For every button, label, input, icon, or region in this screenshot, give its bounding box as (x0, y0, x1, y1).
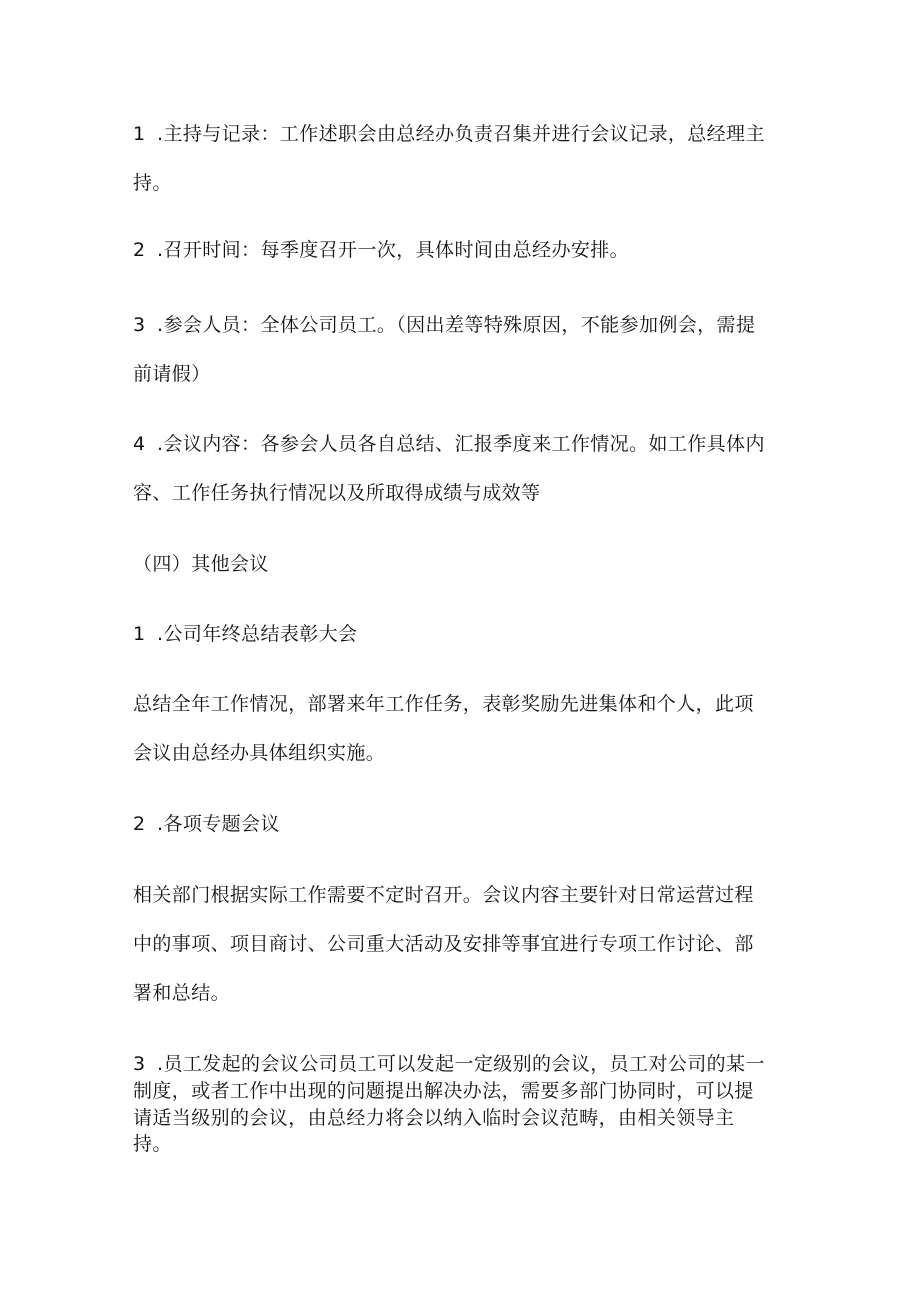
sub-2-body-line-2: 中的事项、项目商讨、公司重大活动及安排等事宜进行专项工作讨论、部 (133, 933, 754, 955)
sub-3-number: 3 (133, 1053, 146, 1075)
item-3-text: .参会人员：全体公司员工。（因出差等特殊原因，不能参加例会，需提 (157, 314, 756, 336)
sub-1-title (133, 622, 357, 646)
item-4-text: .会议内容：各参会人员各自总结、汇报季度来工作情况。如工作具体内 (157, 433, 765, 455)
sub-1-body-line-1: 总结全年工作情况，部署来年工作任务，表彰奖励先进集体和个人，此项 (133, 693, 754, 715)
sub-2-body-line-3: 署和总结。 (133, 982, 231, 1004)
item-3-line-2: 前请假） (133, 363, 211, 385)
sub-3-line-4: 持。 (133, 1133, 172, 1155)
item-1-line-1 (133, 122, 765, 146)
item-4-line-2: 容、工作任务执行情况以及所取得成绩与成效等 (133, 482, 541, 504)
section-4-heading: （四）其他会议 (133, 553, 269, 575)
sub-3-line-3: 请适当级别的会议，由总经力将会以纳入临时会议范畴，由相关领导主 (133, 1107, 735, 1129)
sub-3-line-1 (133, 1052, 765, 1076)
sub-2-body-line-1: 相关部门根据实际工作需要不定时召开。会议内容主要针对日常运营过程 (133, 884, 754, 906)
sub-1-title-text: .公司年终总结表彰大会 (157, 623, 358, 645)
item-1-text: .主持与记录：工作述职会由总经办负责召集并进行会议记录，总经理主 (157, 123, 765, 145)
item-2-line-1 (133, 238, 629, 262)
sub-3-text: .员工发起的会议公司员工可以发起一定级别的会议，员工对公司的某一 (157, 1053, 765, 1075)
item-3-number: 3 (133, 314, 146, 336)
item-4-line-1 (133, 432, 765, 456)
sub-2-title (133, 812, 280, 836)
item-1-line-2: 持。 (133, 172, 172, 194)
sub-1-body-line-2: 会议由总经办具体组织实施。 (133, 742, 386, 764)
item-3-line-1 (133, 313, 755, 337)
sub-2-title-text: .各项专题会议 (157, 813, 280, 835)
item-1-number: 1 (133, 123, 146, 145)
sub-3-line-2: 制度，或者工作中出现的问题提出解决办法，需要多部门协同时，可以提 (133, 1080, 754, 1102)
sub-1-number: 1 (133, 623, 146, 645)
item-2-number: 2 (133, 239, 146, 261)
item-4-number: 4 (133, 433, 146, 455)
item-2-text: .召开时间：每季度召开一次，具体时间由总经办安排。 (157, 239, 630, 261)
sub-2-number: 2 (133, 813, 146, 835)
